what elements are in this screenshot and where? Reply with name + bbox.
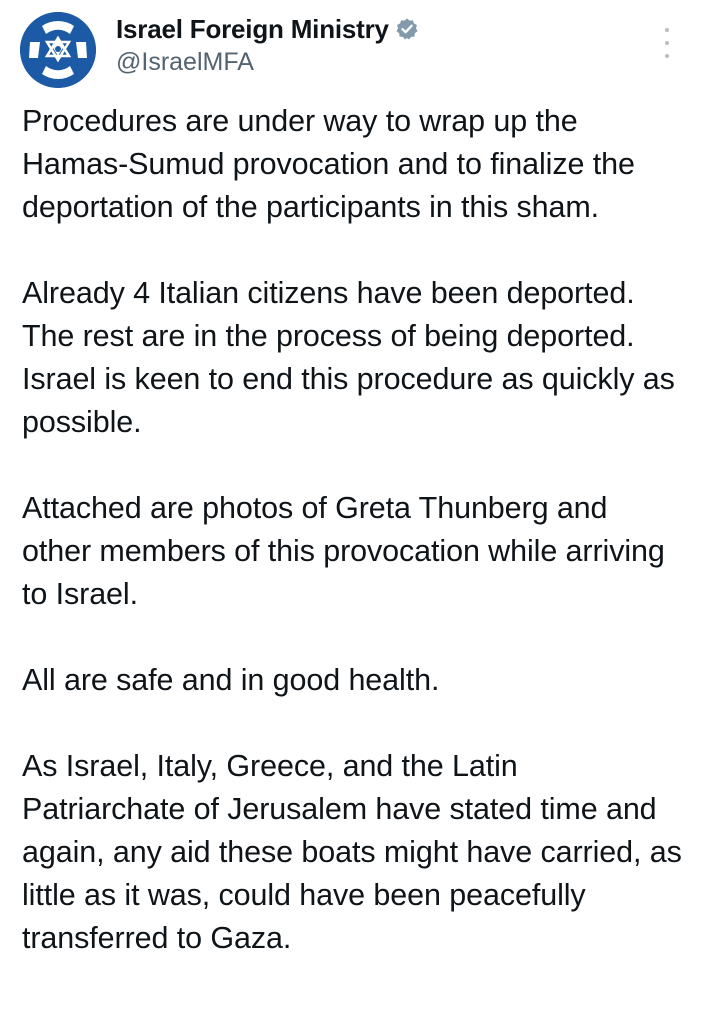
verified-badge-icon xyxy=(395,17,419,41)
tweet-paragraph: As Israel, Italy, Greece, and the Latin Patriarchate of Jerusalem have stated time and again, any aid these boats might have carried, as little as it was, could have been peacefully transferred to Gaza. xyxy=(22,749,682,955)
tweet-paragraph: Procedures are under way to wrap up the Hamas-Sumud provocation and to finalize the deportation of the participants in this sham. xyxy=(22,104,635,224)
israel-mfa-emblem-icon xyxy=(20,12,96,88)
tweet-text xyxy=(22,100,682,960)
handle[interactable]: @IsraelMFA xyxy=(116,48,254,76)
author-header xyxy=(116,12,419,77)
dot xyxy=(665,54,669,58)
tweet-paragraph: Already 4 Italian citizens have been deported. The rest are in the process of being deported. Israel is keen to end this procedure as quickly as possible. xyxy=(22,276,675,439)
display-name[interactable]: Israel Foreign Ministry xyxy=(116,13,389,44)
dot xyxy=(665,41,669,45)
more-options-icon[interactable] xyxy=(660,28,674,58)
name-row xyxy=(116,12,419,46)
dot xyxy=(665,28,669,32)
avatar[interactable] xyxy=(20,12,96,88)
tweet-paragraph: All are safe and in good health. xyxy=(22,663,440,697)
tweet-paragraph: Attached are photos of Greta Thunberg and other members of this provocation while arriving to Israel. xyxy=(22,491,665,611)
